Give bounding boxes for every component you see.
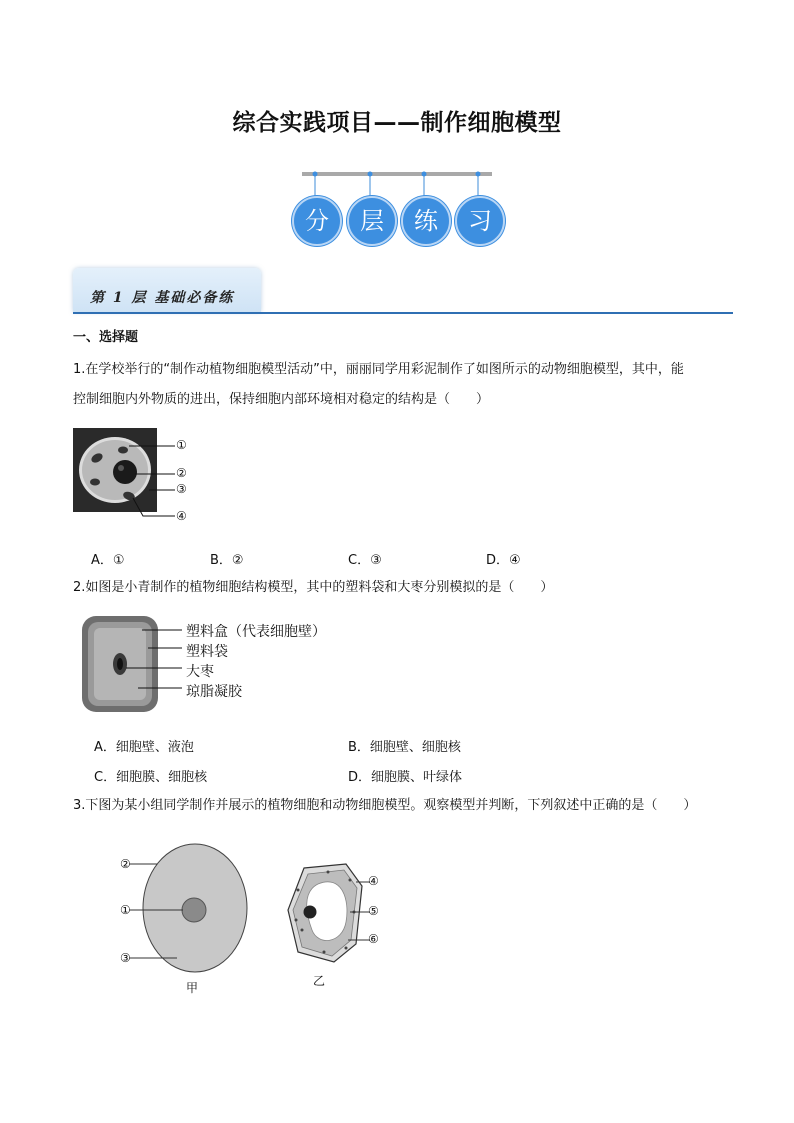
q1-text-line1: 1.在学校举行的“制作动植物细胞模型活动”中，丽丽同学用彩泥制作了如图所示的动物细胞模型，其中，能 <box>73 362 684 377</box>
q1-option-c[interactable]: C．③ <box>348 553 382 568</box>
banner-hanger <box>290 168 510 198</box>
badge-lian: 练 <box>401 196 451 246</box>
q3-text: 3.下图为某小组同学制作并展示的植物细胞和动物细胞模型。观察模型并判断，下列叙述中正确的是（ ） <box>73 798 697 813</box>
q3-caption-jia: 甲 <box>186 981 199 995</box>
q1-text-line2: 控制细胞内外物质的进出，保持细胞内部环境相对稳定的结构是（ ） <box>73 392 490 407</box>
q3-jia-label-2: ② <box>120 857 131 871</box>
badge-ceng: 层 <box>347 196 397 246</box>
q2-option-b[interactable]: B．细胞壁、细胞核 <box>348 740 461 755</box>
q2-label-jujube: 大枣 <box>186 664 214 680</box>
q2-label-bag: 塑料袋 <box>186 644 228 660</box>
q1-animal-cell-figure <box>73 426 213 526</box>
q1-option-b[interactable]: B．② <box>210 553 244 568</box>
q1-label-4: ④ <box>176 509 187 523</box>
q1-label-3: ③ <box>176 482 187 496</box>
q2-plant-cell-figure <box>78 612 188 716</box>
q3-jia-label-1: ① <box>120 903 131 917</box>
section-rule <box>73 312 733 314</box>
level-label: 第 1 层 基础必备练 <box>90 290 235 306</box>
badge-xi: 习 <box>455 196 505 246</box>
q1-option-d[interactable]: D．④ <box>486 553 521 568</box>
page-title: 综合实践项目——制作细胞模型 <box>232 110 562 136</box>
layered-practice-banner <box>290 168 510 248</box>
q3-yi-label-6: ⑥ <box>368 932 379 946</box>
q2-option-d[interactable]: D．细胞膜、叶绿体 <box>348 770 463 785</box>
section-heading: 一、选择题 <box>73 330 139 345</box>
q3-caption-yi: 乙 <box>313 974 326 988</box>
q3-jia-label-3: ③ <box>120 951 131 965</box>
q3-yi-label-5: ⑤ <box>368 904 379 918</box>
q1-option-a[interactable]: A．① <box>91 553 125 568</box>
q2-label-box: 塑料盒（代表细胞壁） <box>186 624 326 640</box>
q3-yi-label-4: ④ <box>368 874 379 888</box>
q3-figure-jia <box>115 838 255 978</box>
q2-option-c[interactable]: C．细胞膜、细胞核 <box>94 770 208 785</box>
q1-label-1: ① <box>176 438 187 452</box>
q2-option-a[interactable]: A．细胞壁、液泡 <box>94 740 194 755</box>
badge-fen: 分 <box>292 196 342 246</box>
q2-label-agar: 琼脂凝胶 <box>186 684 242 700</box>
q1-label-2: ② <box>176 466 187 480</box>
q2-text: 2.如图是小青制作的植物细胞结构模型，其中的塑料袋和大枣分别模拟的是（ ） <box>73 580 554 595</box>
